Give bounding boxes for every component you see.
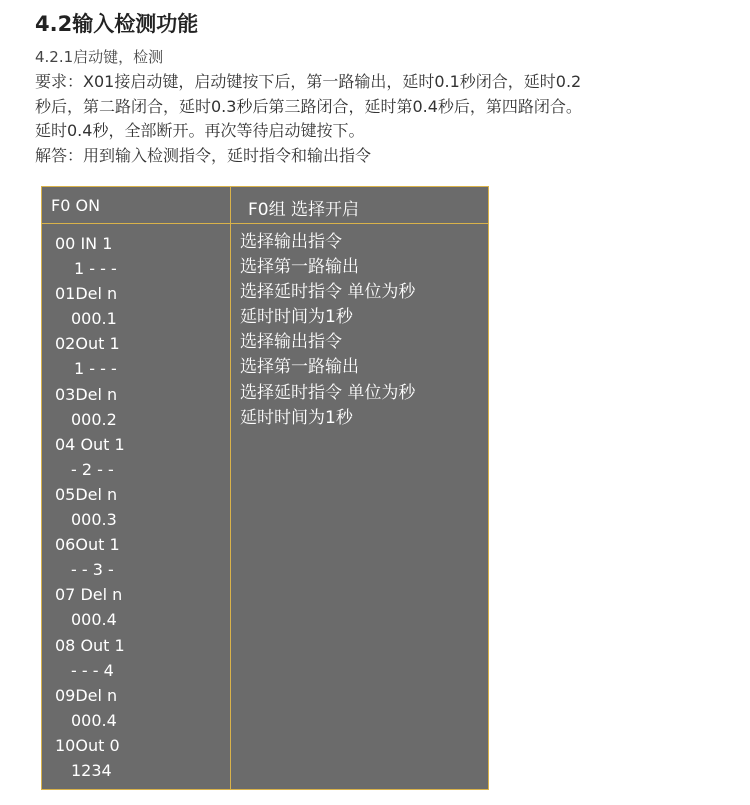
code-line: 07 Del n [55, 585, 123, 605]
section-title: 4.2输入检测功能 [35, 12, 199, 36]
code-line: 06Out 1 [55, 535, 120, 555]
description-line: 延时时间为1秒 [240, 307, 353, 328]
table-header-code: F0 ON [51, 196, 101, 215]
program-table [41, 186, 489, 790]
code-line: 1234 [71, 760, 112, 780]
code-line: 000.4 [71, 610, 117, 630]
description-line: 选择输出指令 [240, 332, 342, 353]
code-line: 000.3 [71, 510, 117, 530]
code-line: 1 - - - [74, 259, 117, 279]
code-line: 03Del n [55, 384, 118, 404]
description-line: 延时时间为1秒 [240, 407, 353, 428]
code-column [42, 231, 230, 783]
requirement-line-1: 要求：X01接启动键，启动键按下后，第一路输出，延时0.1秒闭合，延时0.2 [35, 72, 582, 91]
code-line: 10Out 0 [55, 735, 120, 755]
description-line: 选择第一路输出 [240, 357, 359, 378]
code-line: 05Del n [55, 484, 118, 504]
code-line: 000.1 [71, 309, 117, 329]
subsection-title: 4.2.1启动键，检测 [35, 48, 164, 66]
description-line: 选择第一路输出 [240, 257, 359, 278]
description-column [240, 230, 486, 431]
requirement-line-2: 秒后，第二路闭合，延时0.3秒后第三路闭合，延时第0.4秒后，第四路闭合。 [35, 96, 582, 116]
code-line: 01Del n [55, 284, 118, 304]
column-divider [230, 187, 231, 789]
code-line: 02Out 1 [55, 334, 120, 354]
description-text [35, 70, 740, 168]
code-line: - 2 - - [71, 459, 114, 479]
code-line: 00 IN 1 [55, 234, 113, 253]
code-line: 000.4 [71, 710, 117, 730]
code-line: 09Del n [55, 685, 118, 705]
answer-line: 解答：用到输入检测指令，延时指令和输出指令 [35, 145, 372, 165]
code-line: - - - 4 [71, 660, 114, 680]
code-line: 04 Out 1 [55, 434, 125, 454]
code-line: - - 3 - [71, 560, 114, 580]
code-line: 1 - - - [74, 359, 117, 379]
description-line: 选择延时指令 单位为秒 [240, 382, 416, 403]
requirement-line-3: 延时0.4秒，全部断开。再次等待启动键按下。 [35, 121, 365, 140]
header-divider [42, 223, 488, 224]
description-line: 选择延时指令 单位为秒 [240, 282, 416, 303]
code-line: 000.2 [71, 409, 117, 429]
table-header-description: F0组 选择开启 [248, 200, 359, 220]
code-line: 08 Out 1 [55, 635, 125, 655]
description-line: 选择输出指令 [240, 232, 342, 252]
